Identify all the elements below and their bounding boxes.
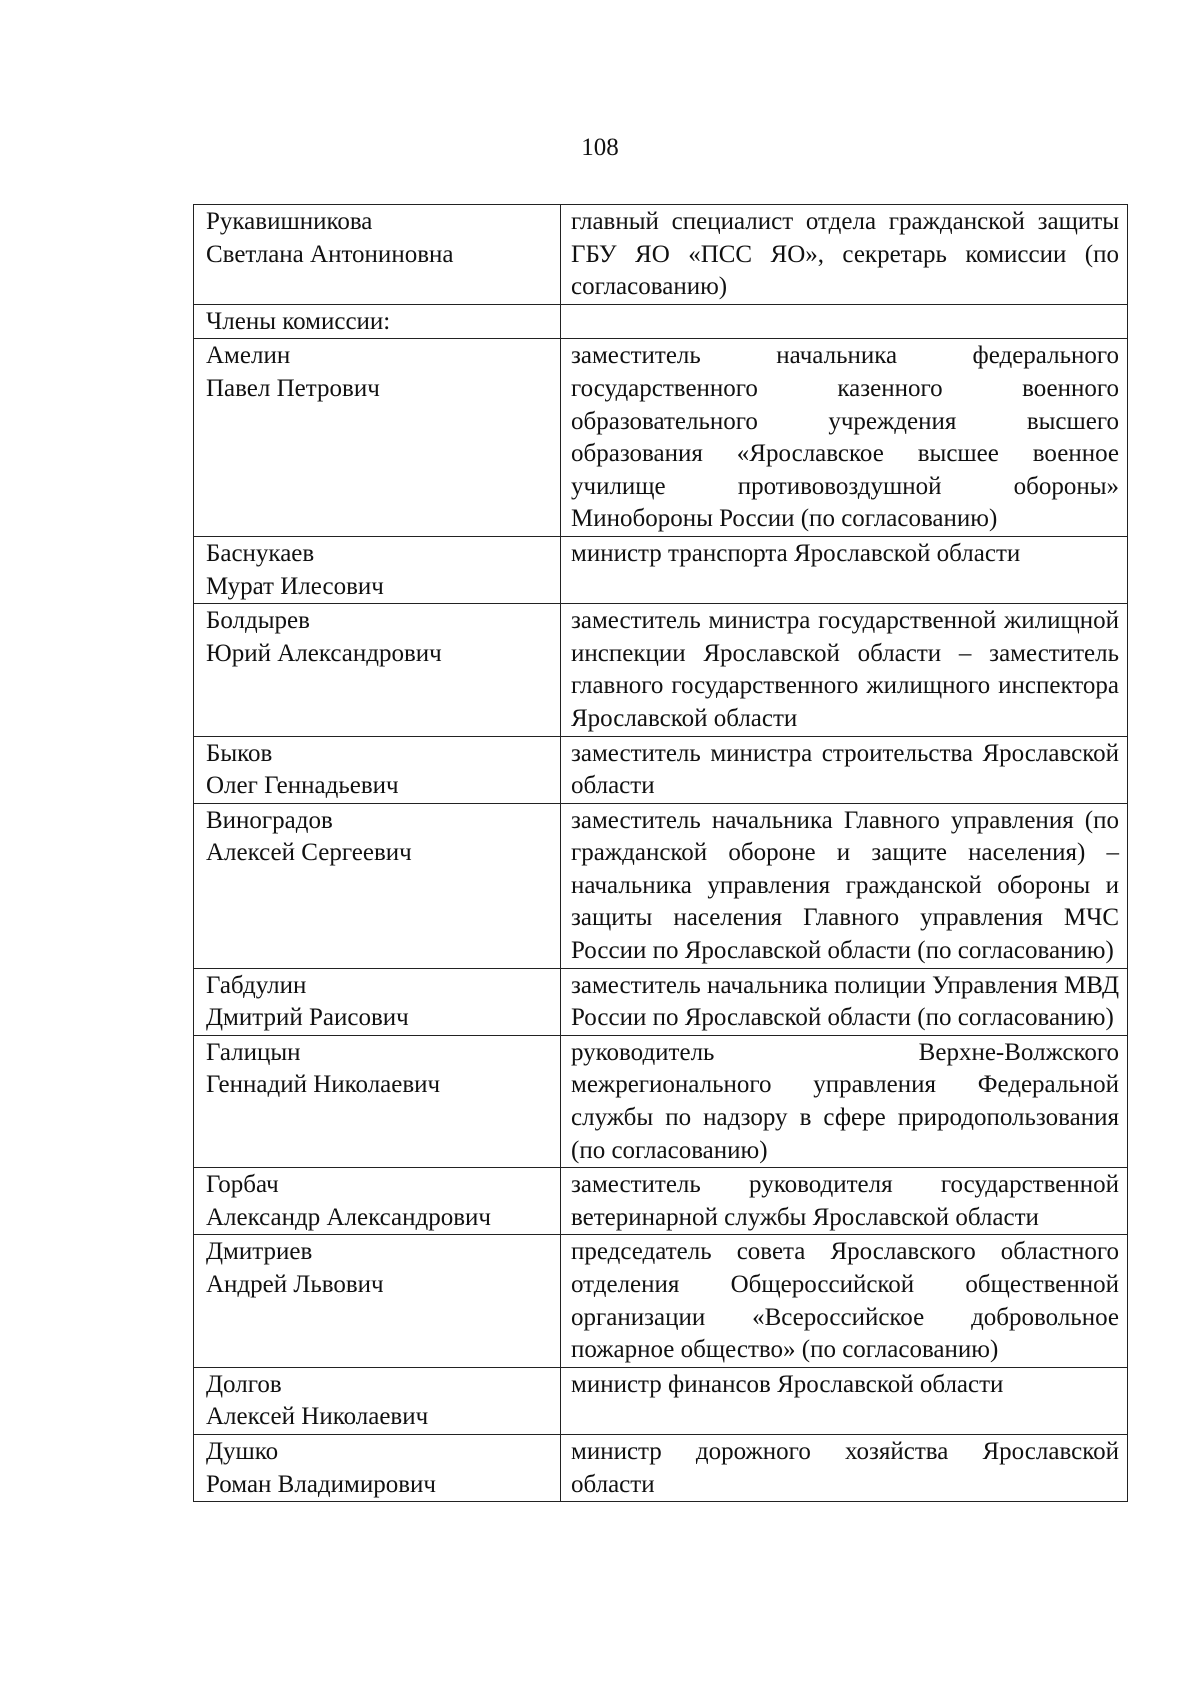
table-row [194,736,1128,803]
page-number: 108 [581,134,619,161]
member-given-name: Андрей Львович [206,1271,384,1298]
commission-members-table-body [194,205,1128,1502]
section-heading: Члены комиссии: [206,307,391,335]
commission-members-table [193,204,1128,1502]
member-surname: Дмитриев [206,1238,313,1266]
member-role-cell: министр дорожного хозяйства Ярославской области [561,1434,1128,1501]
table-row [194,803,1128,968]
member-role-cell: заместитель начальника полиции Управления МВД России по Ярославской области (по согласованию) [561,968,1128,1035]
member-role-cell: заместитель министра государственной жилищной инспекции Ярославской области – заместитель главного государственного жилищного инспектора Ярославской области [561,604,1128,736]
member-given-name: Роман Владимирович [206,1470,436,1498]
table-row [194,604,1128,736]
member-role-cell: министр финансов Ярославской области [561,1367,1128,1434]
member-surname: Болдырев [206,607,310,635]
member-surname: Быков [206,739,273,767]
table-row [194,968,1128,1035]
member-name-cell [194,736,561,803]
member-surname: Габдулин [206,971,307,999]
table-row [194,1168,1128,1235]
table-row [194,1367,1128,1434]
member-name-cell [194,1367,561,1434]
member-given-name: Юрий Александрович [206,639,442,667]
member-given-name: Александр Александрович [206,1203,491,1231]
member-given-name: Павел Петрович [206,374,380,402]
member-role-cell: руководитель Верхне-Волжского межрегионального управления Федеральной службы по надзору в сфере природопользования (по согласованию) [561,1035,1128,1167]
member-role-cell: председатель совета Ярославского областного отделения Общероссийской общественной организации «Всероссийское добровольное пожарное общество» (по согласованию) [561,1235,1128,1367]
member-name-cell [194,1168,561,1235]
member-role-cell: заместитель руководителя государственной ветеринарной службы Ярославской области [561,1168,1128,1235]
table-row [194,536,1128,603]
member-role-cell: заместитель начальника Главного управления (по гражданской обороне и защите населения) – начальника управления гражданской обороны и защиты населения Главного управления МЧС России по Ярославской области (по согласованию) [561,803,1128,968]
member-surname: Амелин [206,342,291,370]
member-name-cell [194,604,561,736]
member-surname: Горбач [206,1171,279,1199]
member-surname: Долгов [206,1370,282,1398]
table-row [194,1434,1128,1501]
member-given-name: Геннадий Николаевич [206,1071,441,1099]
member-surname: Галицын [206,1038,301,1066]
member-given-name: Мурат Илесович [206,572,384,600]
member-surname: Баснукаев [206,539,315,567]
member-role-cell: министр транспорта Ярославской области [561,536,1128,603]
empty-role-cell [561,304,1128,339]
member-name-cell [194,968,561,1035]
section-heading-cell [194,304,561,339]
member-given-name: Дмитрий Раисович [206,1004,409,1032]
table-row [194,339,1128,537]
member-name-cell [194,803,561,968]
member-name-cell [194,1035,561,1167]
member-given-name: Алексей Сергеевич [206,839,412,867]
member-name-cell [194,536,561,603]
member-role-cell: главный специалист отдела гражданской защиты ГБУ ЯО «ПСС ЯО», секретарь комиссии (по согласованию) [561,205,1128,305]
member-surname: Виноградов [206,806,333,834]
member-surname: Рукавишникова [206,208,373,235]
member-name-cell [194,1434,561,1501]
member-surname: Душко [206,1437,279,1465]
member-role-cell: заместитель начальника федерального государственного казенного военного образовательного учреждения высшего образования «Ярославское высшее военное училище противовоздушной обороны» Минобороны России (по согласованию) [561,339,1128,537]
table-row [194,1235,1128,1367]
table-row [194,1035,1128,1167]
member-name-cell [194,339,561,537]
member-given-name: Светлана Антониновна [206,240,454,268]
table-row [194,205,1128,305]
member-given-name: Олег Геннадьевич [206,772,399,800]
member-role-cell: заместитель министра строительства Ярославской области [561,736,1128,803]
member-name-cell [194,1235,561,1367]
member-name-cell [194,205,561,305]
member-given-name: Алексей Николаевич [206,1403,429,1431]
table-row [194,304,1128,339]
